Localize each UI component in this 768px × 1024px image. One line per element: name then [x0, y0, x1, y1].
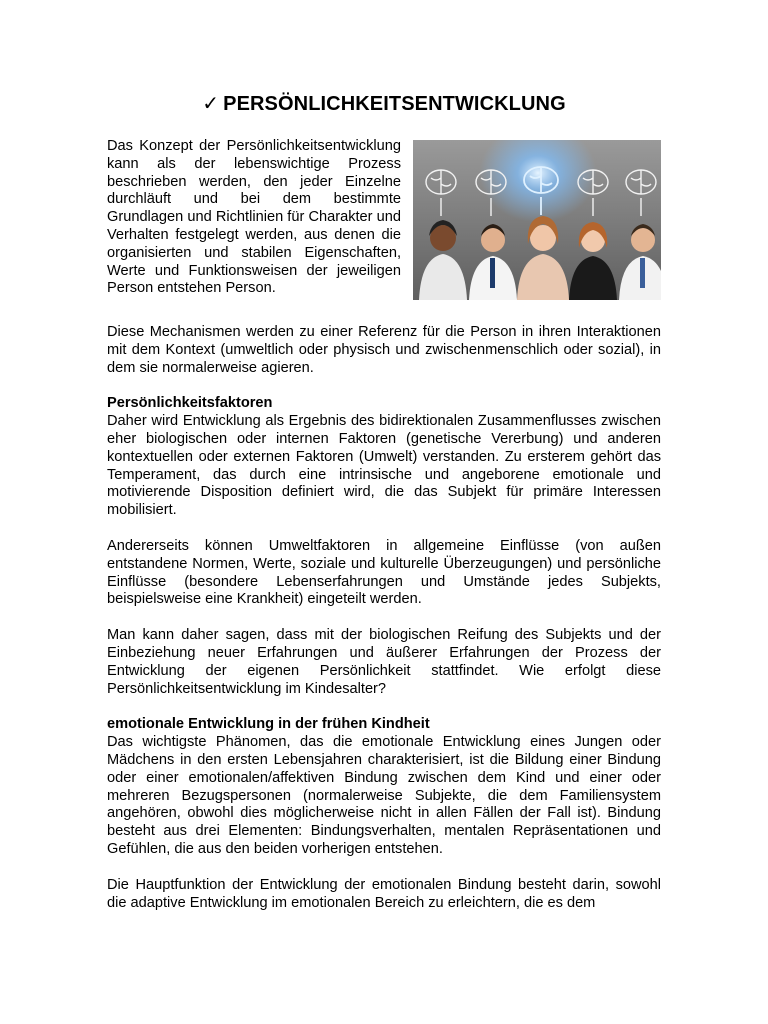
paragraph-intro: Das Konzept der Persönlichkeitsentwicklung kann als der lebenswichtige Prozess beschrieben werden, den jeder Einzelne durchläuft und bei dem bestimmte Grundlagen und Richtlinien für Charakter und Verhalten festgelegt werden, aus denen die organisierten und stabilen Eigenschaften, Werte und Funktionsweisen der jeweiligen Person entstehen Person. — [107, 138, 401, 297]
paragraph-maturation: Man kann daher sagen, dass mit der biologischen Reifung des Subjekts und der Einbeziehung neuer Erfahrungen und äußerer Erfahrungen der Prozess der Entwicklung der eigenen Persönlichkeit stattfindet. Wie erfolgt diese Persönlichkeitsentwicklung im Kindesalter? — [107, 627, 661, 697]
page-title — [107, 92, 661, 116]
paragraph-environment: Andererseits können Umweltfaktoren in allgemeine Einflüsse (von außen entstandene Normen, Werte, soziale und kulturelle Überzeugungen) und persönliche Einflüsse (besondere Lebenserfahrungen und Umstände jedes Subjekts, beispielsweise eine Krankheit) eingeteilt werden. — [107, 537, 661, 608]
paragraph-mechanisms: Diese Mechanismen werden zu einer Referenz für die Person in ihren Interaktionen mit dem Kontext (umweltlich oder physisch und zwischenmenschlich oder sozial), in dem sie normalerweise agieren. — [107, 324, 661, 376]
paragraph-main-function: Die Hauptfunktion der Entwicklung der emotionalen Bindung besteht darin, sowohl die adaptive Entwicklung im emotionalen Bereich zu erleichtern, die es dem — [107, 876, 661, 911]
checkmark-icon: ✓ — [202, 93, 220, 115]
intro-section — [107, 138, 661, 306]
paragraph-factors: Daher wird Entwicklung als Ergebnis des bidirektionalen Zusammenflusses zwischen eher biologischen oder internen Faktoren (genetische Vererbung) und anderen kontextuellen oder externen Faktoren (Umwelt) verstanden. Zu ersterem gehört das Temperament, das durch eine intrinsische und angeborene emotionale und motivierende Disposition definiert wird, die das Subjekt für primäre Interessen mobilisiert. — [107, 413, 661, 519]
paragraph-attachment: Das wichtigste Phänomen, das die emotionale Entwicklung eines Jungen oder Mädchens in den ersten Lebensjahren charakterisiert, ist die Bildung einer Bindung oder einer emotionalen/affektiven Bindung zwischen dem Kind und einer oder mehreren Bezugspersonen (normalerweise Subjekte, die dem Familiensystem angehören, obwohl dies möglicherweise nicht in allen Fällen der Fall ist). Bindung besteht aus drei Elementen: Bindungsverhalten, mentalen Repräsentationen und Gefühlen, die aus den beiden vorherigen entstehen. — [107, 734, 661, 857]
section-heading-factors: Persönlichkeitsfaktoren — [107, 395, 273, 412]
people-thinking-illustration — [413, 140, 661, 300]
section-heading-emotional: emotionale Entwicklung in der frühen Kindheit — [107, 716, 430, 733]
page-title-text: PERSÖNLICHKEITSENTWICKLUNG — [223, 93, 566, 115]
header-illustration — [413, 140, 661, 300]
